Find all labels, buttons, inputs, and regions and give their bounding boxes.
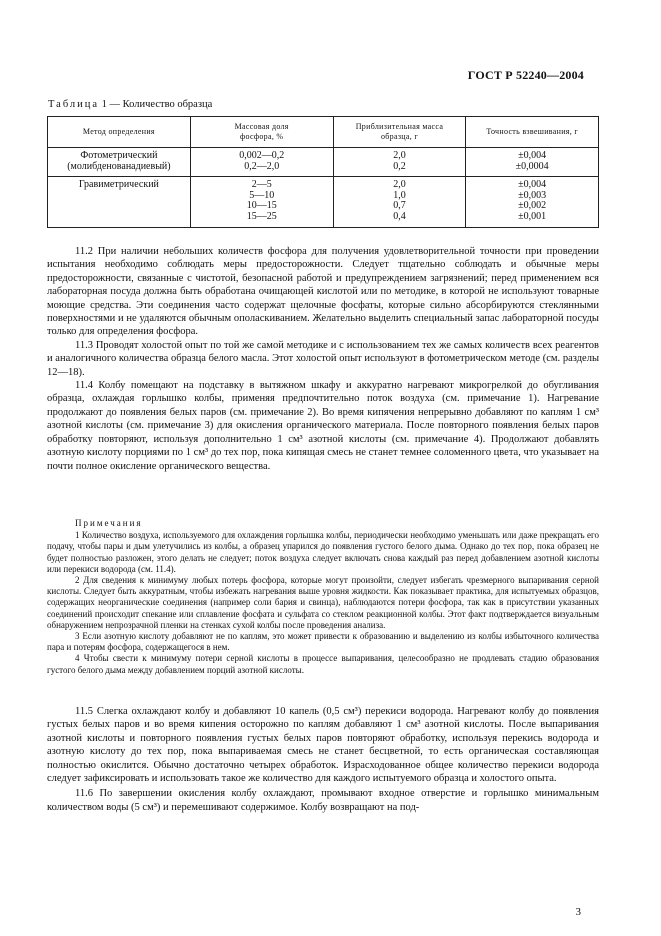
method-cell: Гравиметрический [48,177,191,227]
notes-title: Примечания [75,518,143,528]
fraction-value: 0,2—2,0 [244,160,280,172]
column-header-fraction: Массовая доля фосфора, % [190,117,333,148]
accuracy-cell [466,177,599,227]
sample-quantity-table [47,116,599,228]
mass-cell [333,177,466,227]
accuracy-value: ±0,002 [518,200,547,212]
mass-value: 2,0 [393,179,406,191]
mass-value: 2,0 [393,150,406,161]
fraction-value: 10—15 [246,200,277,212]
accuracy-value: ±0,004 [518,150,547,161]
note-item: 3 Если азотную кислоту добавляют не по каплям, это может привести к образованию и выделению из колбы избыточного количества пара и потерям фосфора, содержащегося в нем. [47,631,599,653]
fraction-cell [190,148,333,177]
column-header-mass: Приблизительная масса образца, г [333,117,466,148]
column-header-accuracy: Точность взвешивания, г [466,117,599,148]
note-item: 2 Для сведения к минимуму любых потерь фосфора, которые могут произойти, следует избегать чрезмерного выпаривания серной кислоты. Следует быть аккуратным, чтобы избежать нагревания выше уровня жидкости. Как показывает практика, для испытуемых образцов, содержащих неорганические соединения (например соли бария и свинца), наблюдаются потери фосфора, так как в присутствии указанных соединений происходит спекание или сплавление фосфата и сульфата со стеклом реакционной колбы. Этот факт подтверждается визуальным обнаружением непрозрачной пленки на стенках сухой колбы после проведения анализа. [47,575,599,630]
fraction-value: 15—25 [246,210,277,222]
note-item: 1 Количество воздуха, используемого для охлаждения горлышка колбы, периодически необходимо уменьшать или даже прекращать его подачу, чтобы пары и дым улетучились из колбы, а образец упарился до появления густого белого дыма. Однако до тех пор, пока образец не будет полностью разложен, этого делать не следует; поток воздуха следует включать снова каждый раз перед добавлением азотной кислоты или перекиси водорода (см. 11.4). [47,530,599,574]
notes-block [47,518,599,676]
table-caption [48,99,212,110]
mass-cell [333,148,466,177]
fraction-value: 2—5 [251,179,272,191]
table-row [48,177,599,227]
table-caption-label: Таблица [48,99,100,110]
mass-value: 1,0 [393,189,406,201]
main-text-block [47,245,599,473]
mass-value: 0,2 [393,160,406,172]
fraction-value: 5—10 [249,189,275,201]
page-number: 3 [575,906,581,918]
accuracy-value: ±0,001 [518,210,547,222]
table-caption-text: 1 — Количество образца [99,99,213,110]
main-text-block-continued [47,705,599,814]
table-header-row [48,117,599,148]
paragraph-11-6: 11.6 По завершении окисления колбу охлаждают, промывают входное отверстие и горлышко минимальным количеством воды (5 см³) и перемешивают содержимое. Колбу возвращают на под- [47,788,599,813]
accuracy-value: ±0,0004 [515,160,549,172]
table-row [48,148,599,177]
column-header-method: Метод определения [48,117,191,148]
accuracy-value: ±0,004 [518,179,547,191]
mass-value: 0,4 [393,210,406,222]
paragraph-11-4: 11.4 Колбу помещают на подставку в вытяжном шкафу и аккуратно нагревают микрогрелкой до обугливания образца, охлаждая горлышко колбы, применяя предпочтительно поток воздуха (см. примечание 1). Нагревание продолжают до появления белых паров (см. примечание 2). Во время кипячения непрерывно добавляют по каплям 1 см³ азотной кислоты (см. примечание 3) для окисления органического материала. После повторного появления белых паров обработку повторяют, используя дополнительно 1 см³ азотной кислоты (см. примечание 4). Продолжают добавлять азотную кислоту порциями по 1 см³ до тех пор, пока кипящая смесь не станет темнее соломенного цвета, что указывает на почти полное окисление органического вещества. [47,380,599,472]
note-item: 4 Чтобы свести к минимуму потери серной кислоты в процессе выпаривания, целесообразно не продлевать стадию образования густого белого дыма между добавлением порций азотной кислоты. [47,653,599,675]
paragraph-11-2: 11.2 При наличии небольших количеств фосфора для получения удовлетворительной точности при проведении испытания необходимо соблюдать меры предосторожности. Следует тщательно соблюдать и обычные меры предосторожности, связанные с чистотой, безопасной работой и предупреждением загрязнений; перед применением вся лабораторная посуда должна быть обработана очищающей кислотой или по методике, в которой не используют товарные моющие средства. Эти соединения часто содержат щелочные фосфаты, которые сильно абсорбируются стеклянными поверхностями и не удаляются обычным ополаскиванием. Желательно выделить специальный запас лабораторной посуды только для определения фосфора. [47,246,599,338]
fraction-cell [190,177,333,227]
method-cell: Фотометрический (молибденованадиевый) [48,148,191,177]
mass-value: 0,7 [393,200,406,212]
document-standard-header: ГОСТ Р 52240—2004 [467,68,584,82]
accuracy-value: ±0,003 [518,189,547,201]
paragraph-11-5: 11.5 Слегка охлаждают колбу и добавляют 10 капель (0,5 см³) перекиси водорода. Нагревают колбу до появления густых белых паров и во время кипения осторожно по каплям добавляют 1 см³ азотной кислоты. После выпаривания азотной кислоты и повторного появления густых белых паров повторяют обработку, используя перекись водорода и азотную кислоту до тех пор, пока выпариваемая смесь не станет бесцветной, то есть органическая составляющая полностью окислится. Обычно достаточно четырех обработок. Израсходованное общее количество перекиси водорода следует зафиксировать и использовать такое же количество для каждого испытуемого образца и холостого опыта. [47,706,599,785]
accuracy-cell [466,148,599,177]
paragraph-11-3: 11.3 Проводят холостой опыт по той же самой методике и с использованием тех же самых количеств всех реагентов и аналогичного количества образца белого масла. Этот холостой опыт используют в фотометрическом методе (см. разделы 12—18). [47,339,599,378]
fraction-value: 0,002—0,2 [239,150,285,161]
